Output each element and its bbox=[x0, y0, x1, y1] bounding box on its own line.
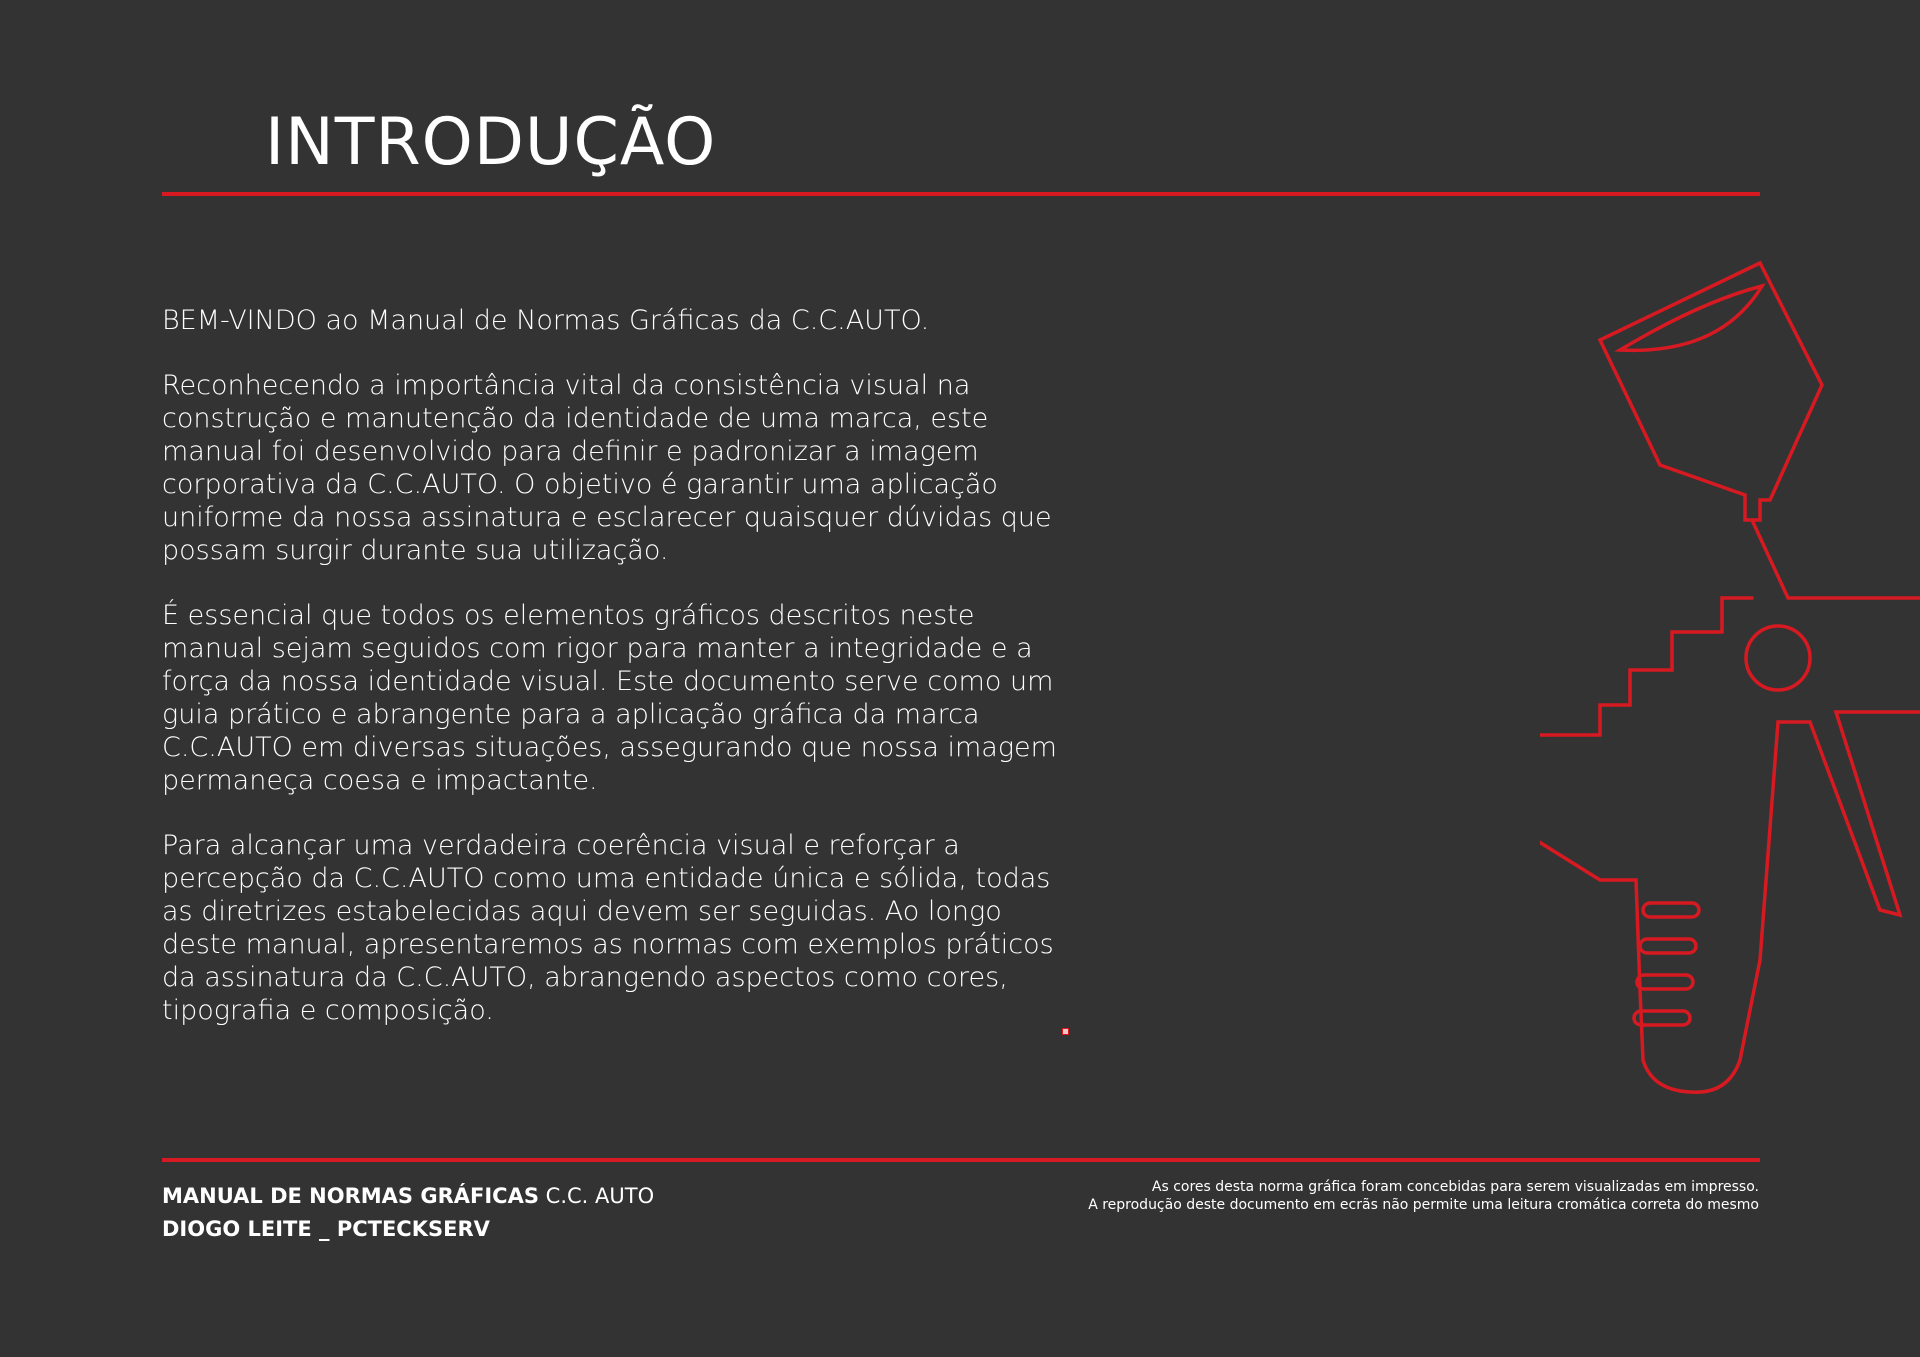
spray-gun-body bbox=[1540, 520, 1920, 1092]
handle-grip-2 bbox=[1640, 939, 1696, 953]
handle-grip-1 bbox=[1643, 903, 1699, 917]
intro-paragraph-rigor: É essencial que todos os elementos gráficos descritos neste manual sejam seguidos com rigor para manter a integridade e a força da nossa identidade visual. Este documento serve como um guia prático e abrangente para a aplicação gráfica da marca C.C.AUTO em diversas situações, assegurando que nossa imagem permaneça coesa e impactante. bbox=[162, 600, 1057, 796]
footer-author: DIOGO LEITE _ PCTECKSERV bbox=[162, 1217, 490, 1241]
intro-paragraph-coherence: Para alcançar uma verdadeira coerência visual e reforçar a percepção da C.C.AUTO como uma entidade única e sólida, todas as diretrizes estabelecidas aqui devem ser seguidas. Ao longo deste manual, apresentaremos as normas com exemplos práticos da assinatura da C.C.AUTO, abrangendo aspectos como cores, tipografia e composição. bbox=[162, 830, 1054, 1026]
intro-text bbox=[162, 304, 1082, 1059]
footer-credits bbox=[162, 1180, 654, 1246]
intro-paragraph-welcome: BEM-VINDO ao Manual de Normas Gráficas da C.C.AUTO. bbox=[162, 305, 930, 336]
intro-paragraph-purpose: Reconhecendo a importância vital da consistência visual na construção e manutenção da identidade de uma marca, este manual foi desenvolvido para definir e padronizar a imagem corporativa da C.C.AUTO. O objetivo é garantir uma aplicação uniforme da nossa assinatura e esclarecer quaisquer dúvidas que possam surgir durante sua utilização. bbox=[162, 370, 1052, 566]
page-title: INTRODUÇÃO bbox=[265, 105, 717, 180]
footer-color-note bbox=[1088, 1178, 1759, 1214]
header-divider bbox=[162, 192, 1760, 196]
footer-note-line-1: As cores desta norma gráfica foram concebidas para serem visualizadas em impresso. bbox=[1151, 1179, 1759, 1195]
footer-manual-label: MANUAL DE NORMAS GRÁFICAS bbox=[162, 1184, 539, 1208]
footer-note-line-2: A reprodução deste documento em ecrãs não permite uma leitura cromática correta do mesmo bbox=[1088, 1197, 1759, 1213]
handle-grip-3 bbox=[1637, 975, 1693, 989]
spray-gun-ring bbox=[1746, 626, 1810, 690]
spray-gun-icon bbox=[1540, 255, 1920, 1095]
footer-divider bbox=[162, 1158, 1760, 1162]
footer-brand: C.C. AUTO bbox=[545, 1184, 655, 1208]
footer-manual-line bbox=[162, 1180, 654, 1213]
frame-marker bbox=[1062, 1028, 1069, 1035]
